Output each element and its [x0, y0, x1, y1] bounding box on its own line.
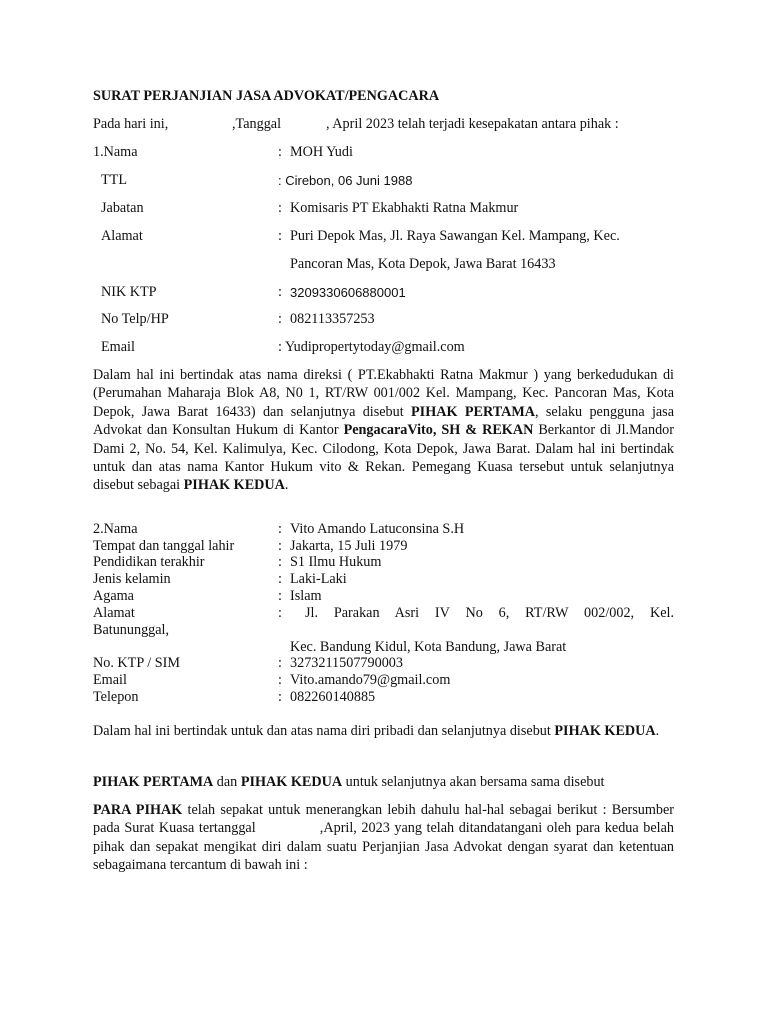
party1-alamat-line1: Puri Depok Mas, Jl. Raya Sawangan Kel. Mampang, Kec. — [290, 228, 620, 244]
para4-text-1: telah sepakat untuk menerangkan lebih dahulu hal-hal sebagai berikut : Bersumber pada Surat Kuasa tertanggal ,April, 2023 yang telah ditandatangani oleh para kedua belah pihak dan sepakat mengikat diri dalam suatu Perjanjian Jasa Advokat dengan syarat dan ketentuan sebagaimana tercantum di bawah ini : — [93, 802, 678, 874]
party2-ktp-label: No. KTP / SIM — [93, 655, 180, 671]
para3-text-1: dan — [213, 774, 241, 790]
party2-pendidikan-label: Pendidikan terakhir — [93, 554, 205, 570]
paragraph-party2-description — [93, 722, 674, 740]
party1-nama-label: 1.Nama — [93, 144, 138, 160]
party2-ktp-sep: : — [278, 655, 282, 671]
intro-rest: , April 2023 telah terjadi kesepakatan antara pihak : — [326, 116, 619, 132]
party2-agama-value: Islam — [290, 588, 322, 604]
party2-jk-sep: : — [278, 571, 282, 587]
party2-agama-sep: : — [278, 588, 282, 604]
party2-ttl-sep: : — [278, 538, 282, 554]
party2-alamat-line2: Kec. Bandung Kidul, Kota Bandung, Jawa Barat — [290, 639, 567, 655]
para3-text-2: untuk selanjutnya akan bersama sama disebut — [342, 774, 605, 790]
party2-alamat-line1: Jl. Parakan Asri IV No 6, RT/RW 002/002, Kel. — [305, 605, 674, 621]
para4-bold-para-pihak: PARA PIHAK — [93, 802, 183, 818]
party2-nama-value: Vito Amando Latuconsina S.H — [290, 521, 465, 537]
party2-jk-value: Laki-Laki — [290, 571, 347, 587]
party2-email-label: Email — [93, 672, 127, 688]
paragraph-para-pihak — [93, 773, 674, 791]
party2-alamat-sep: : — [278, 605, 282, 621]
para1-text-3: Berkantor di Jl.Mandor Dami 2, No. 54, Kel. Kalimulya, Kec. Cilodong, Kota Depok, Jawa Barat. Dalam hal ini bertindak untuk dan atas nama Kantor Hukum vito & Rekan. Pemegang Kuasa tersebut untuk selanjutnya disebut sebagai — [93, 422, 674, 494]
para1-text-4: . — [284, 477, 289, 494]
party1-telp-label: No Telp/HP — [101, 311, 169, 327]
party1-nik-sep: : — [278, 284, 282, 300]
paragraph-party-description — [93, 366, 674, 495]
party2-alamat-wrap: Batununggal, — [93, 622, 170, 638]
party2-nama-label: 2.Nama — [93, 521, 138, 537]
para3-bold-pihak-pertama: PIHAK PERTAMA — [93, 774, 214, 790]
para1-bold-pihak-pertama: PIHAK PERTAMA — [411, 403, 536, 420]
document-title: SURAT PERJANJIAN JASA ADVOKAT/PENGACARA — [93, 88, 440, 104]
para1-bold-firm: PengacaraVito, SH & REKAN — [343, 422, 534, 439]
party2-pendidikan-value: S1 Ilmu Hukum — [290, 554, 382, 570]
party2-email-sep: : — [278, 672, 282, 688]
intro-date: ,Tanggal — [232, 116, 282, 132]
para1-bold-pihak-kedua: PIHAK KEDUA — [183, 477, 285, 494]
para1-text-2: , selaku pengguna jasa Advokat dan Konsultan Hukum di Kantor — [93, 403, 674, 439]
party1-ttl-label: TTL — [101, 172, 127, 188]
party1-nama-value: MOH Yudi — [290, 144, 353, 160]
party2-telp-label: Telepon — [93, 689, 139, 705]
party2-nama-sep: : — [278, 521, 282, 537]
party2-agama-label: Agama — [93, 588, 134, 604]
party2-pendidikan-sep: : — [278, 554, 282, 570]
party2-telp-sep: : — [278, 689, 282, 705]
party2-jk-label: Jenis kelamin — [93, 571, 171, 587]
party2-ktp-value: 3273211507790003 — [290, 655, 403, 671]
party1-nama-sep: : — [278, 144, 282, 160]
party1-jabatan-value: Komisaris PT Ekabhakti Ratna Makmur — [290, 200, 519, 216]
party2-email-value: Vito.amando79@gmail.com — [290, 672, 451, 688]
party1-alamat-sep: : — [278, 228, 282, 244]
party2-telp-value: 082260140885 — [290, 689, 376, 705]
para2-text-1: Dalam hal ini bertindak untuk dan atas nama diri pribadi dan selanjutnya disebut — [93, 723, 555, 739]
party1-alamat-line2: Pancoran Mas, Kota Depok, Jawa Barat 16433 — [290, 256, 556, 272]
party1-nik-label: NIK KTP — [101, 284, 157, 300]
intro-day: Pada hari ini, — [93, 116, 169, 132]
party2-ttl-label: Tempat dan tanggal lahir — [93, 538, 235, 554]
para2-text-2: . — [655, 723, 660, 739]
party1-jabatan-label: Jabatan — [101, 200, 144, 216]
party2-alamat-label: Alamat — [93, 605, 135, 621]
party1-ttl-value: : Cirebon, 06 Juni 1988 — [278, 173, 413, 188]
para2-bold-pihak-kedua: PIHAK KEDUA — [554, 723, 656, 739]
para3-bold-pihak-kedua: PIHAK KEDUA — [240, 774, 343, 790]
paragraph-agreement — [93, 801, 678, 875]
party1-nik-value: 3209330606880001 — [290, 285, 406, 300]
party2-ttl-value: Jakarta, 15 Juli 1979 — [290, 538, 408, 554]
party1-alamat-label: Alamat — [101, 228, 143, 244]
party1-email-value: : Yudipropertytoday@gmail.com — [278, 339, 465, 355]
para1-text-1: Dalam hal ini bertindak atas nama direksi ( PT.Ekabhakti Ratna Makmur ) yang berkedudukan di (Perumahan Maharaja Blok A8, N0 1, RT/RW 001/002 Kel. Mampang, Kec. Pancoran Mas, Kota Depok, Jawa Barat 16433) dan selanjutnya disebut — [93, 367, 674, 420]
party1-telp-value: 082113357253 — [290, 311, 375, 327]
party1-jabatan-sep: : — [278, 200, 282, 216]
party1-email-label: Email — [101, 339, 135, 355]
party1-telp-sep: : — [278, 311, 282, 327]
